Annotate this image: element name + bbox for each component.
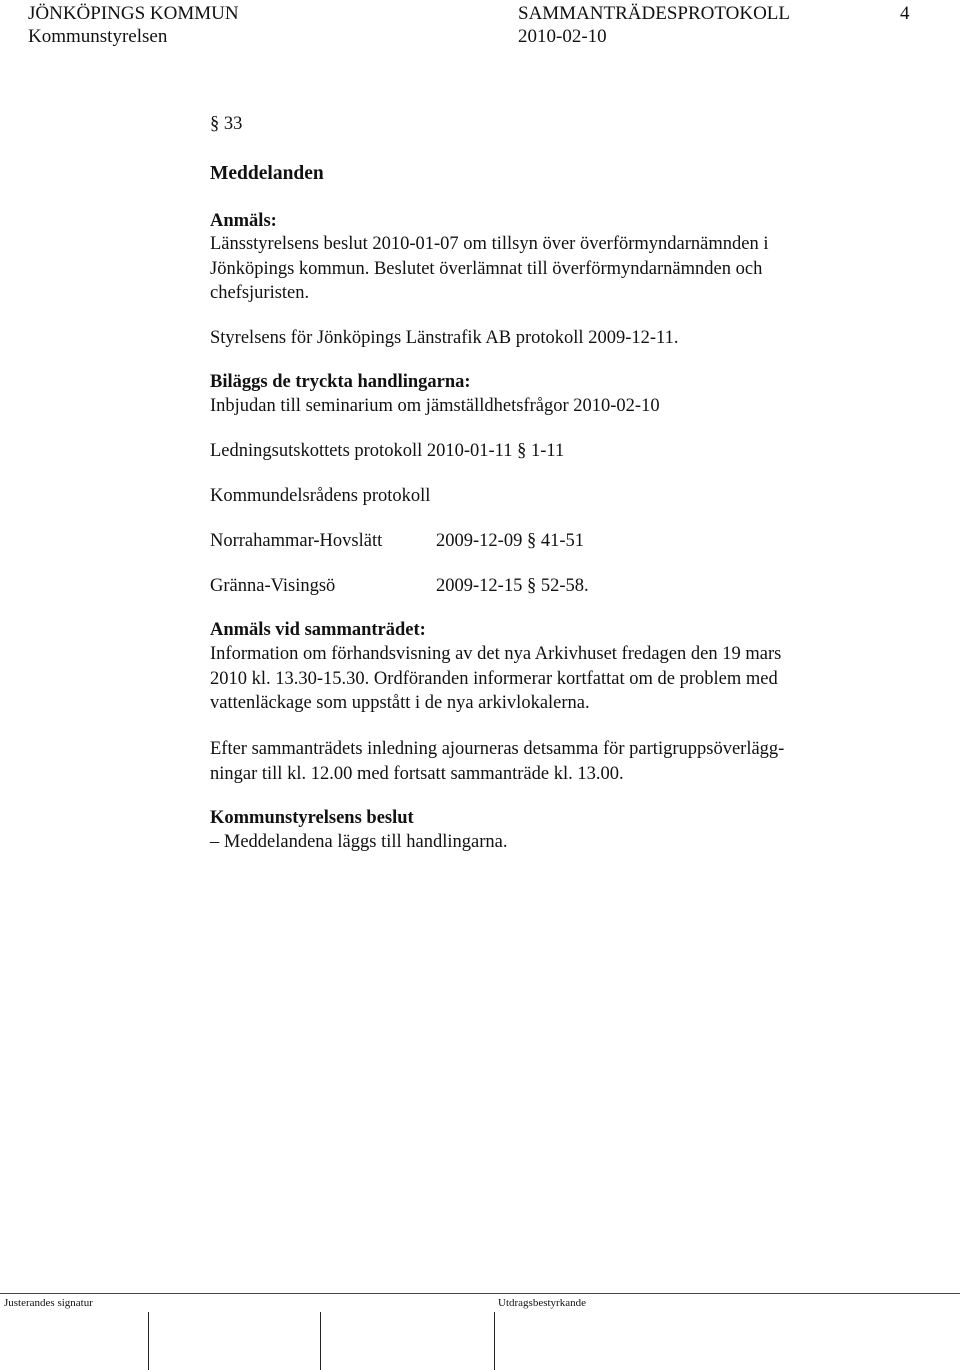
beslut-heading: Kommunstyrelsens beslut xyxy=(210,808,414,828)
adjourn-paragraph xyxy=(210,737,890,786)
bilaggs-row-name: Gränna-Visingsö xyxy=(210,576,336,596)
bilaggs-row-ref: 2009-12-15 § 52-58. xyxy=(436,576,589,596)
beslut-item: – Meddelandena läggs till handlingarna. xyxy=(210,832,508,852)
header-doc-type: SAMMANTRÄDESPROTOKOLL xyxy=(518,3,791,24)
sammantradet-paragraph xyxy=(210,642,890,716)
header-page-number: 4 xyxy=(900,3,910,24)
sammantradet-heading: Anmäls vid sammanträdet: xyxy=(210,620,426,640)
section-paragraph: § 33 xyxy=(210,114,243,134)
footer-left-label: Justerandes signatur xyxy=(4,1297,93,1309)
section-title: Meddelanden xyxy=(210,163,324,184)
signature-field-divider xyxy=(494,1312,495,1370)
bilaggs-heading: Biläggs de tryckta handlingarna: xyxy=(210,372,471,392)
anmals-item-2: Styrelsens för Jönköpings Länstrafik AB protokoll 2009-12-11. xyxy=(210,328,679,348)
header-org: JÖNKÖPINGS KOMMUN xyxy=(28,3,239,24)
sammantradet-line: 2010 kl. 13.30-15.30. Ordföranden informerar kortfattat om de problem med xyxy=(210,668,778,689)
anmals-heading: Anmäls: xyxy=(210,211,277,231)
adjourn-line: Efter sammanträdets inledning ajourneras detsamma för partigruppsöverlägg- xyxy=(210,739,785,759)
sammantradet-line: Information om förhandsvisning av det nya Arkivhuset fredagen den 19 mars xyxy=(210,644,782,664)
bilaggs-item-2: Ledningsutskottets protokoll 2010-01-11 § 1-11 xyxy=(210,441,565,461)
header-date: 2010-02-10 xyxy=(518,26,607,47)
bilaggs-item-1: Inbjudan till seminarium om jämställdhetsfrågor 2010-02-10 xyxy=(210,396,660,416)
header-body: Kommunstyrelsen xyxy=(28,26,168,47)
footer-right-label: Utdragsbestyrkande xyxy=(498,1297,586,1309)
anmals-line: chefsjuristen. xyxy=(210,283,310,303)
bilaggs-row-ref: 2009-12-09 § 41-51 xyxy=(436,531,584,551)
anmals-paragraph xyxy=(210,232,890,306)
anmals-line: Jönköpings kommun. Beslutet överlämnat till överförmyndarnämnden och xyxy=(210,258,763,279)
bilaggs-item-3: Kommundelsrådens protokoll xyxy=(210,486,431,506)
anmals-line: Länsstyrelsens beslut 2010-01-07 om tillsyn över överförmyndarnämnden i xyxy=(210,234,769,254)
footer-divider xyxy=(0,1293,960,1294)
sammantradet-line: vattenläckage som uppstått i de nya arkivlokalerna. xyxy=(210,693,590,713)
signature-field-divider xyxy=(148,1312,149,1370)
bilaggs-row-name: Norrahammar-Hovslätt xyxy=(210,531,383,551)
signature-field-divider xyxy=(320,1312,321,1370)
adjourn-line: ningar till kl. 12.00 med fortsatt sammanträde kl. 13.00. xyxy=(210,763,624,784)
